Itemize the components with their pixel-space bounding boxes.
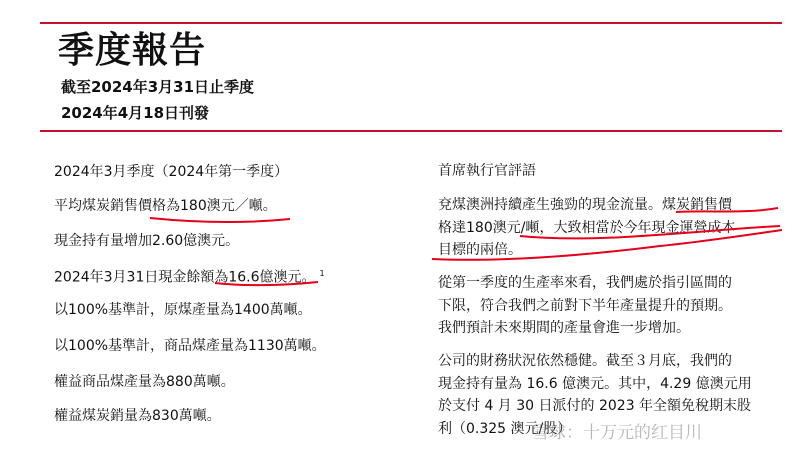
- ceo-heading: 首席執行官評語: [438, 163, 536, 179]
- page-title: 季度報告: [58, 30, 207, 71]
- para-line: 現金持有量為 16.6 億澳元。其中，4.29 億澳元用: [438, 375, 752, 392]
- watermark: 雪球：十万元的红目川: [532, 423, 702, 443]
- highlight-item: 2024年3月31日現金餘額為16.6億澳元。: [54, 269, 316, 286]
- para-line: 利（0.325 澳元/股）: [438, 420, 572, 437]
- para-line: 公司的財務狀況依然穩健。截至３月底，我們的: [438, 353, 732, 369]
- para-line: 我們預計未來期間的產量會進一步增加。: [438, 320, 690, 336]
- highlight-item-with-footnote: [54, 264, 325, 288]
- highlight-item: 平均煤炭銷售價格為180澳元／噸。: [54, 198, 277, 214]
- highlight-item: 以100%基準計，商品煤產量為1130萬噸。: [54, 338, 326, 354]
- section-rule: [40, 130, 782, 132]
- highlights-heading: 2024年3月季度（2024年第一季度）: [54, 164, 289, 180]
- para-line: 目標的兩倍。: [438, 242, 522, 258]
- highlight-item: 以100%基準計，原煤產量為1400萬噸。: [54, 302, 312, 318]
- underline-price: [150, 218, 290, 222]
- para-line: 兗煤澳洲持續產生強勁的現金流量。煤炭銷售價: [438, 197, 732, 213]
- period-line: 截至2024年3月31日止季度: [61, 78, 255, 96]
- highlight-item: 權益商品煤產量為880萬噸。: [54, 374, 235, 390]
- para-line: 格達180澳元/噸，大致相當於今年現金運營成本: [438, 219, 736, 236]
- ceo-paragraph-2: [438, 272, 783, 340]
- issue-date: 2024年4月18日刊發: [61, 104, 210, 122]
- ceo-paragraph-1: [438, 194, 783, 262]
- para-line: 於支付 4 月 30 日派付的 2023 年全額免稅期末股: [438, 398, 752, 414]
- para-line: 下限，符合我們之前對下半年產量提升的預期。: [438, 297, 732, 314]
- highlight-item: 權益煤炭銷量為830萬噸。: [54, 408, 221, 424]
- footnote-marker: 1: [319, 269, 325, 278]
- para-line: 從第一季度的生產率來看，我們處於指引區間的: [438, 275, 732, 291]
- highlight-item: 現金持有量增加2.60億澳元。: [54, 233, 240, 249]
